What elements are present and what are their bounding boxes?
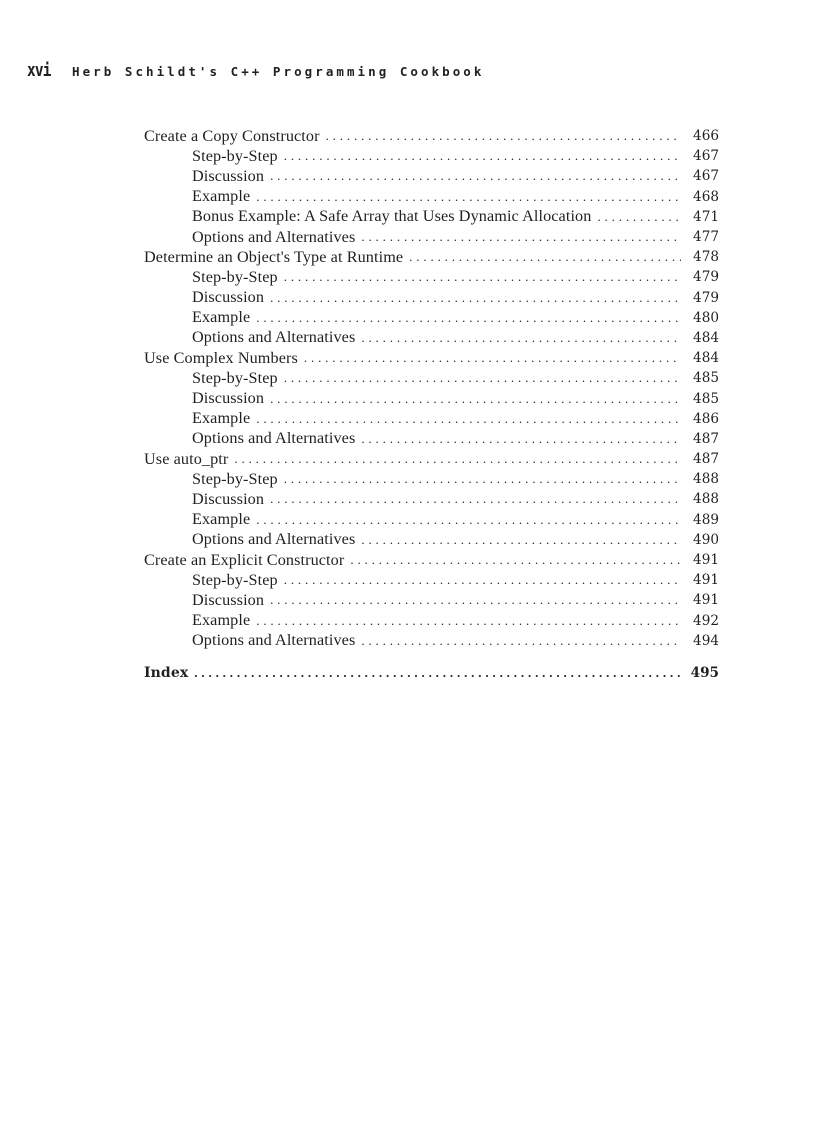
toc-entry-page: 486 [693, 410, 719, 427]
toc-entry-title: Discussion [192, 288, 265, 307]
toc-subentry[interactable] [144, 530, 719, 550]
toc-subentry[interactable] [144, 187, 719, 207]
toc-entry-page: 479 [693, 289, 719, 306]
toc-entry-page: 489 [693, 511, 719, 528]
toc-entry-page: 480 [693, 309, 719, 326]
toc-entry-page: 467 [693, 148, 719, 165]
toc-entry-page: 477 [693, 229, 719, 246]
toc-subentry[interactable] [144, 570, 719, 590]
toc-entry-title: Determine an Object's Type at Runtime [144, 247, 404, 266]
toc-entry-title: Discussion [192, 489, 265, 508]
toc-subentry[interactable] [144, 308, 719, 328]
toc-entry[interactable] [144, 449, 719, 469]
toc-subentry[interactable] [144, 267, 719, 287]
toc-entry-page: 494 [693, 632, 719, 649]
toc-entry-title: Step-by-Step [192, 267, 278, 286]
toc-entry[interactable] [144, 247, 719, 267]
dot-leader [361, 431, 681, 447]
dot-leader [326, 128, 681, 144]
dot-leader [270, 391, 681, 407]
toc-entry-page: 488 [693, 471, 719, 488]
toc-entry-title: Example [192, 308, 251, 327]
toc-entry-page: 471 [693, 208, 719, 225]
toc-entry-title: Step-by-Step [192, 570, 278, 589]
dot-leader [284, 148, 681, 164]
toc-index-entry[interactable] [144, 663, 719, 683]
dot-leader [270, 592, 681, 608]
toc-entry-title: Example [192, 187, 251, 206]
dot-leader [284, 572, 681, 588]
toc-index-title: Index [144, 664, 189, 681]
toc-entry-title: Step-by-Step [192, 469, 278, 488]
toc-entry-page: 491 [693, 552, 719, 569]
dot-leader [284, 269, 681, 285]
toc-subentry[interactable] [144, 510, 719, 530]
toc-entry-title: Create an Explicit Constructor [144, 550, 345, 569]
toc-entry-page: 487 [693, 430, 719, 447]
book-title: Herb Schildt's C++ Programming Cookbook [72, 64, 485, 79]
dot-leader [304, 350, 681, 366]
toc-entry-title: Options and Alternatives [192, 227, 356, 246]
toc-entry-title: Options and Alternatives [192, 429, 356, 448]
toc-entry-page: 484 [693, 350, 719, 367]
toc-subentry[interactable] [144, 590, 719, 610]
toc-entry-title: Discussion [192, 590, 265, 609]
toc-subentry[interactable] [144, 368, 719, 388]
toc-subentry[interactable] [144, 409, 719, 429]
toc-entry[interactable] [144, 550, 719, 570]
table-of-contents [144, 126, 719, 683]
toc-subentry[interactable] [144, 207, 719, 227]
toc-entry-page: 488 [693, 491, 719, 508]
dot-leader [270, 168, 681, 184]
dot-leader [256, 512, 681, 528]
dot-leader [597, 209, 681, 225]
toc-entry-title: Options and Alternatives [192, 328, 356, 347]
toc-entry-title: Create a Copy Constructor [144, 126, 320, 145]
dot-leader [361, 229, 681, 245]
toc-subentry[interactable] [144, 388, 719, 408]
toc-entry-title: Use auto_ptr [144, 449, 229, 468]
toc-entry-title: Step-by-Step [192, 368, 278, 387]
dot-leader [256, 189, 681, 205]
toc-entry-title: Use Complex Numbers [144, 348, 298, 367]
toc-subentry[interactable] [144, 288, 719, 308]
toc-entry[interactable] [144, 126, 719, 146]
toc-entry-page: 478 [693, 249, 719, 266]
dot-leader [284, 370, 681, 386]
running-head [27, 60, 484, 84]
toc-entry-title: Options and Alternatives [192, 530, 356, 549]
toc-entry-page: 468 [693, 188, 719, 205]
toc-subentry[interactable] [144, 489, 719, 509]
toc-entry-title: Options and Alternatives [192, 631, 356, 650]
toc-entry-page: 487 [693, 451, 719, 468]
toc-subentry[interactable] [144, 227, 719, 247]
toc-entry-page: 479 [693, 269, 719, 286]
dot-leader [234, 451, 681, 467]
toc-entry-title: Example [192, 510, 251, 529]
toc-entry-page: 490 [693, 531, 719, 548]
dot-leader [361, 330, 681, 346]
toc-entry-title: Discussion [192, 389, 265, 408]
toc-entry-title: Bonus Example: A Safe Array that Uses Dynamic Allocation [192, 207, 592, 226]
toc-entry[interactable] [144, 348, 719, 368]
toc-subentry[interactable] [144, 429, 719, 449]
dot-leader [256, 310, 681, 326]
toc-entry-page: 492 [693, 612, 719, 629]
dot-leader [284, 471, 681, 487]
toc-entry-page: 485 [693, 390, 719, 407]
toc-subentry[interactable] [144, 611, 719, 631]
toc-entry-page: 466 [693, 128, 719, 145]
toc-index-page: 495 [690, 664, 719, 681]
dot-leader [409, 249, 681, 265]
toc-entry-page: 491 [693, 572, 719, 589]
toc-entry-title: Example [192, 611, 251, 630]
dot-leader [361, 532, 681, 548]
page-number: xvi [27, 60, 51, 81]
dot-leader [194, 665, 681, 681]
dot-leader [256, 613, 681, 629]
dot-leader [361, 633, 681, 649]
toc-entry-page: 485 [693, 370, 719, 387]
dot-leader [270, 290, 681, 306]
toc-subentry[interactable] [144, 166, 719, 186]
toc-entry-page: 484 [693, 329, 719, 346]
toc-entry-page: 467 [693, 168, 719, 185]
toc-entry-title: Example [192, 409, 251, 428]
toc-entry-page: 491 [693, 592, 719, 609]
dot-leader [256, 411, 681, 427]
toc-subentry[interactable] [144, 469, 719, 489]
toc-subentry[interactable] [144, 631, 719, 651]
toc-subentry[interactable] [144, 146, 719, 166]
toc-entry-title: Discussion [192, 166, 265, 185]
toc-entry-title: Step-by-Step [192, 146, 278, 165]
dot-leader [270, 491, 681, 507]
dot-leader [350, 552, 681, 568]
toc-subentry[interactable] [144, 328, 719, 348]
